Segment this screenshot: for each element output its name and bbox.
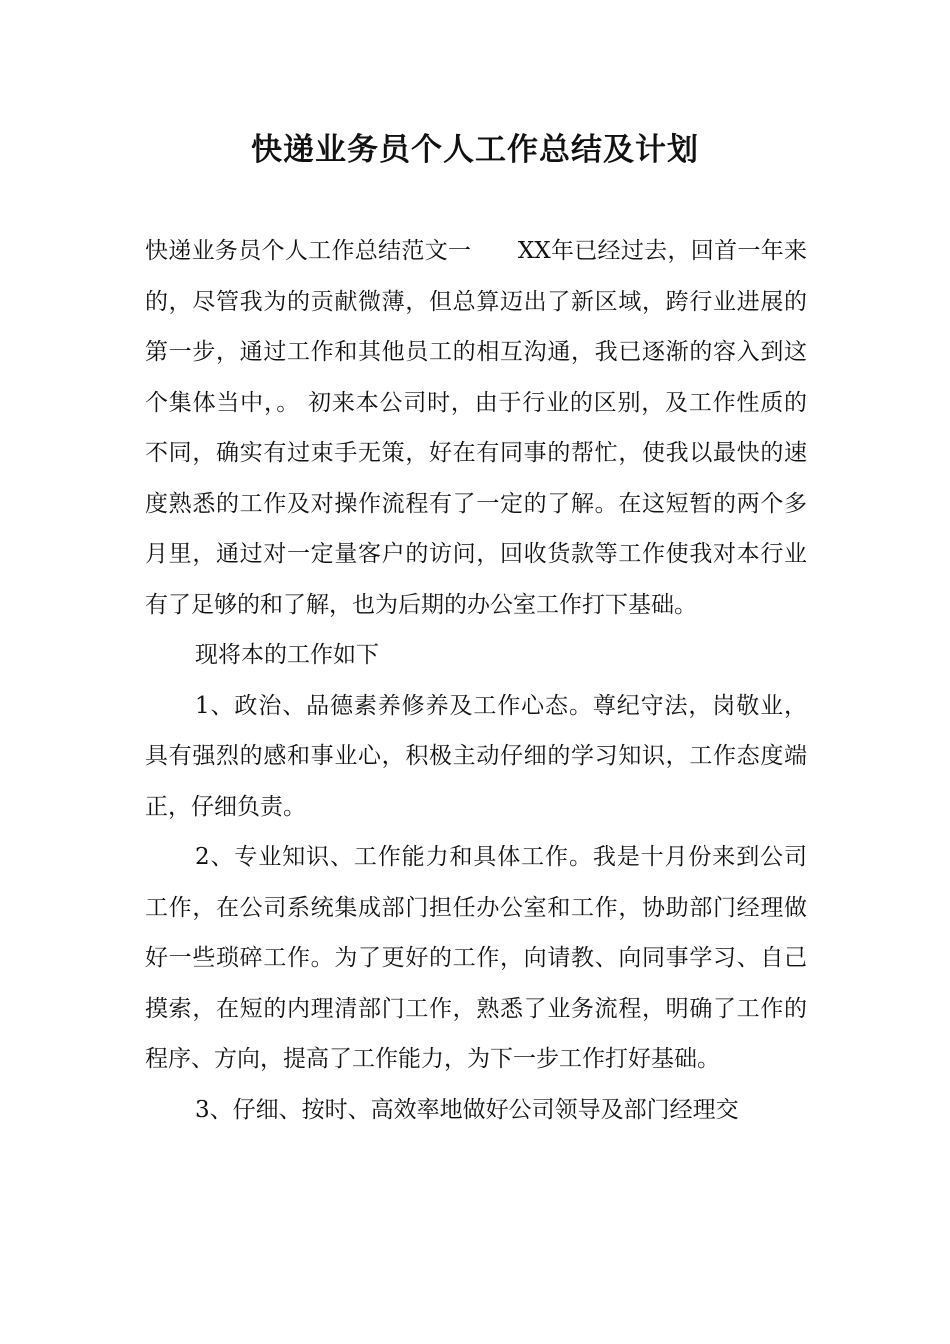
document-title: 快递业务员个人工作总结及计划: [251, 132, 699, 168]
paragraph-intro: 快递业务员个人工作总结范文一 XX年已经过去，回首一年来的，尽管我为的贡献微薄，但总算迈出了新区域，跨行业进展的第一步，通过工作和其他员工的相互沟通，我已逐渐的容入到这个集体当中，。 初来本公司时，由于行业的区别，及工作性质的不同，确实有过束手无策，好在有同事的帮忙，使我以最快的速度熟悉的工作及对操作流程有了一定的了解。在这短暂的两个多月里，通过对一定量客户的访问，回收货款等工作使我对本行业有了足够的和了解，也为后期的办公室工作打下基础。: [145, 238, 807, 618]
document-body: [145, 226, 807, 1135]
paragraph-item-3: 3、仔细、按时、高效率地做好公司领导及部门经理交: [195, 1096, 739, 1123]
paragraph-summary-lead: 现将本的工作如下: [195, 642, 379, 668]
paragraph-item-2: 2、专业知识、工作能力和具体工作。我是十月份来到公司工作，在公司系统集成部门担任办公室和工作，协助部门经理做好一些琐碎工作。为了更好的工作，向请教、向同事学习、自己摸索，在短的内理清部门工作，熟悉了业务流程，明确了工作的程序、方向，提高了工作能力，为下一步工作打好基础。: [145, 844, 807, 1072]
paragraph-item-1: 1、政治、品德素养修养及工作心态。尊纪守法，岗敬业，具有强烈的感和事业心，积极主动仔细的学习知识，工作态度端正，仔细负责。: [145, 692, 807, 820]
